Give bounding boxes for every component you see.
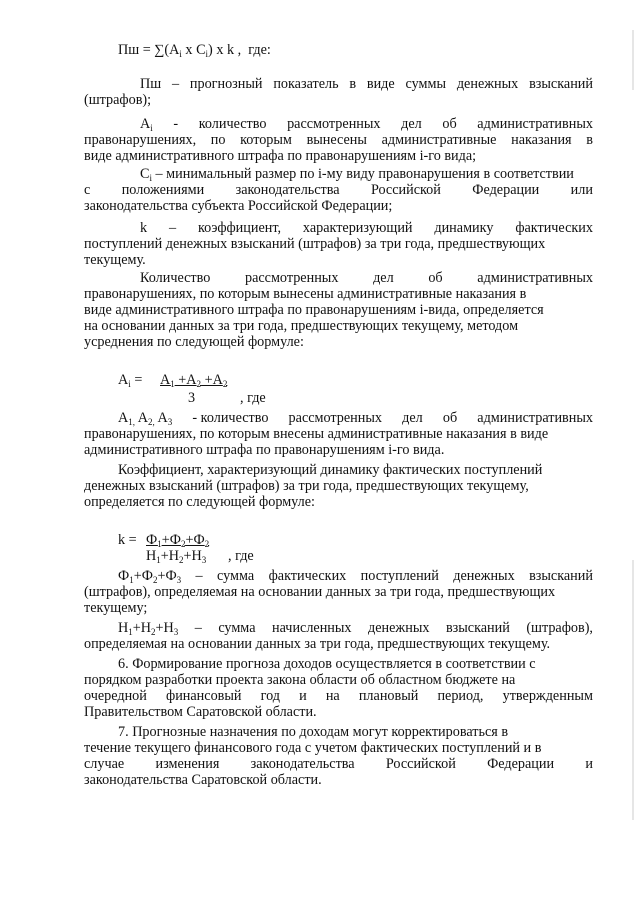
text-line: течение текущего финансового года с учетом фактических поступлений и в: [84, 740, 542, 756]
formula-k-numerator: $Ф_1+Ф_2+Ф_2$: [146, 532, 210, 549]
formula-k-suffix: , где: [228, 548, 254, 564]
text-line: виде административного штрафа по правонарушениям i-го вида;: [84, 148, 477, 164]
text-line: (штрафов);: [84, 92, 152, 108]
text-line: Правительством Саратовской области.: [84, 704, 317, 720]
text-line: с положениями законодательства Российской Федерации или: [84, 182, 593, 198]
formula-k-denominator: $Н_1+Н_2+Н_3$: [146, 548, 207, 565]
text-line: поступлений денежных взысканий (штрафов) за три года, предшествующих: [84, 236, 546, 252]
text-line: определяемая на основании данных за три года, предшествующих текущему.: [84, 636, 551, 652]
text-line: законодательства субъекта Российской Федерации;: [84, 198, 393, 214]
text-line: Количество рассмотренных дел об административных: [140, 270, 593, 286]
text-line: 6. Формирование прогноза доходов осуществляется в соответствии с: [118, 656, 536, 672]
formula-a-suffix: , где: [240, 390, 266, 406]
text-line: правонарушениях, по которым вынесены административные наказания в: [84, 286, 527, 302]
text-line: порядком разработки проекта закона области об областном бюджете на: [84, 672, 516, 688]
text-line: $Ф_1+Ф_2+Ф_3$ – сумма фактических поступлений денежных взысканий: [118, 568, 593, 585]
text-line: на основании данных за три года, предшествующих текущему, методом: [84, 318, 519, 334]
text-line: текущему;: [84, 600, 148, 616]
text-line: Пш – прогнозный показатель в виде суммы денежных взысканий: [140, 76, 593, 92]
formula-a-denominator: 3: [188, 390, 196, 406]
text-line: 7. Прогнозные назначения по доходам могут корректироваться в: [118, 724, 509, 740]
text-line: определяется по следующей формуле:: [84, 494, 315, 510]
text-line: k – коэффициент, характеризующий динамику фактических: [140, 220, 593, 236]
text-line: $C_i$ – минимальный размер по i-му виду правонарушения в соответствии: [140, 166, 574, 183]
text-line: текущему.: [84, 252, 146, 268]
formula-k-lhs: k =: [118, 532, 137, 548]
text-line: очередной финансовый год и на плановый период, утвержденным: [84, 688, 593, 704]
text-line: административного штрафа по правонарушениям i-го вида.: [84, 442, 445, 458]
text-line: $A_i$ - количество рассмотренных дел об административных: [140, 116, 593, 133]
text-line: Коэффициент, характеризующий динамику фактических поступлений: [118, 462, 543, 478]
text-line: законодательства Саратовской области.: [84, 772, 322, 788]
formula-a-lhs: $A_i$ =: [118, 372, 143, 389]
text-line: $A_{1,}$ $A_{2,}$ $A_3$ - количество рассмотренных дел об административных: [118, 410, 593, 427]
text-line: $Н_1+Н_2+Н_3$ – сумма начисленных денежных взысканий (штрафов),: [118, 620, 593, 637]
formula-a-numerator: $A_1 +A_2 +A_2$: [160, 372, 228, 389]
text-line: правонарушениях, по которым внесены административные наказания в виде: [84, 426, 549, 442]
scan-artifact: [632, 30, 634, 90]
text-line: (штрафов), определяемая на основании данных за три года, предшествующих: [84, 584, 556, 600]
text-line: правонарушениях, по которым вынесены административные наказания в: [84, 132, 593, 148]
scan-artifact: [632, 560, 634, 820]
text-line: виде административного штрафа по правонарушениям i-вида, определяется: [84, 302, 544, 318]
text-line: случае изменения законодательства Российской Федерации и: [84, 756, 593, 772]
text-line: усреднения по следующей формуле:: [84, 334, 304, 350]
formula-main: Пш = $\sum(A_i$ x $C_i$) x k , где:: [118, 42, 271, 59]
text-line: денежных взысканий (штрафов) за три года, предшествующих текущему,: [84, 478, 529, 494]
